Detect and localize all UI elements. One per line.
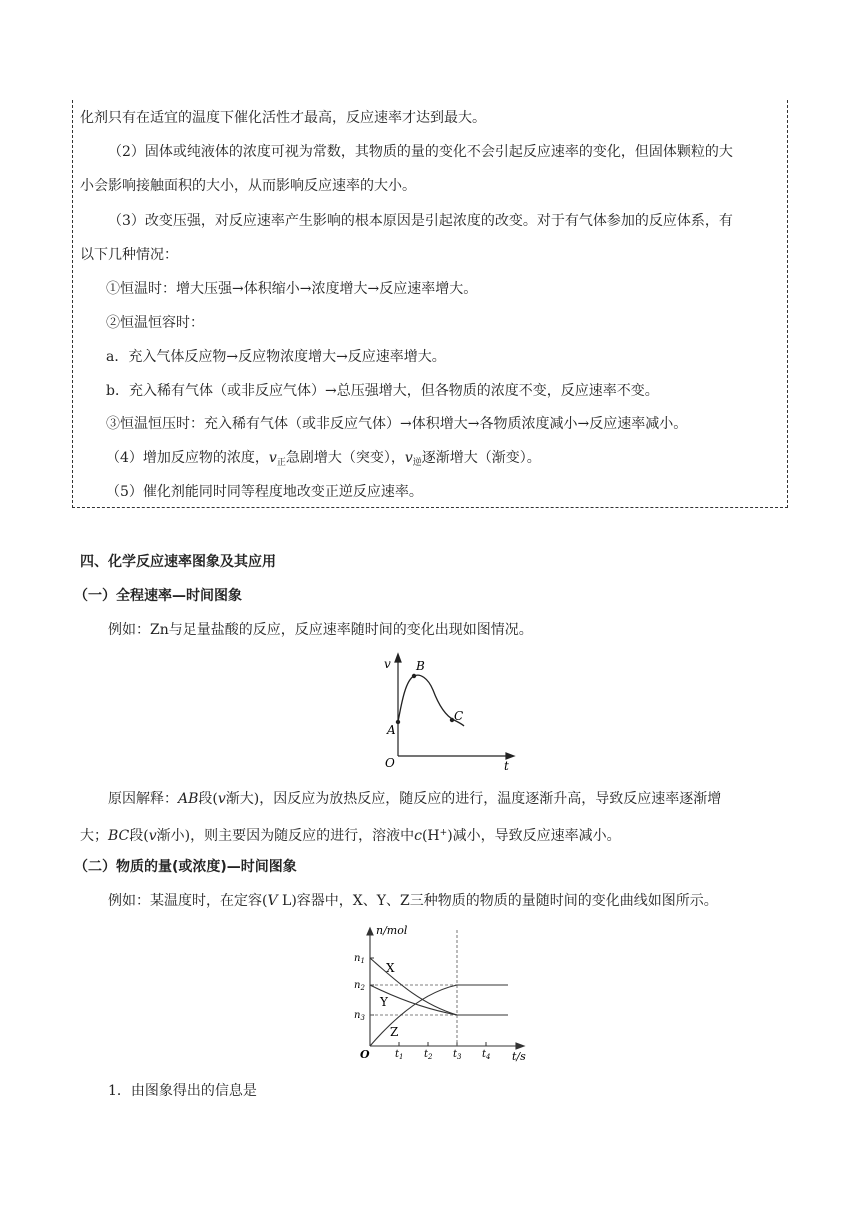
box-line-9: b．充入稀有气体（或非反应气体）→总压强增大，但各物质的浓度不变，反应速率不变。 [106, 383, 659, 399]
item-1-text: 1．由图象得出的信息是 [108, 1083, 257, 1099]
point-c-label: C [454, 709, 464, 723]
tick-t1: $t_1$ [395, 1049, 404, 1061]
tick-t3: $t_3$ [453, 1049, 462, 1061]
tick-t2: $t_2$ [424, 1049, 433, 1061]
point-b-label: B [416, 659, 425, 673]
box-line-12: （5）催化剂能同时同等程度地改变正逆反应速率。 [106, 484, 423, 500]
explain-line-1: 原因解释：AB段(v渐大)，因反应为放热反应，随反应的进行，温度逐渐升高，导致反应速率逐渐增 [108, 791, 722, 807]
n-mol-axis-label: n/mol [376, 924, 408, 937]
tick-n3: $n_3$ [354, 1010, 365, 1022]
subsection-title-1: （一）全程速率—时间图象 [74, 588, 242, 604]
point-a-label: A [387, 723, 396, 737]
t-s-axis-label: t/s [512, 1050, 526, 1063]
tick-t4: $t_4$ [482, 1049, 491, 1061]
guide-lines [370, 930, 457, 1046]
box-line-1: 化剂只有在适宜的温度下催化活性才最高，反应速率才达到最大。 [80, 110, 486, 126]
box-line-6: ①恒温时：增大压强→体积缩小→浓度增大→反应速率增大。 [106, 281, 478, 297]
tick-n2: $n_2$ [354, 980, 365, 992]
box-line-5: 以下几种情况： [80, 247, 178, 263]
box-line-3: 小会影响接触面积的大小，从而影响反应速率的大小。 [80, 178, 416, 194]
subsection-title-2: （二）物质的量(或浓度)—时间图象 [74, 859, 297, 875]
box-line-10: ③恒温恒压时：充入稀有气体（或非反应气体）→体积增大→各物质浓度减小→反应速率减小。 [106, 416, 688, 432]
box-line-2: （2）固体或纯液体的浓度可视为常数，其物质的量的变化不会引起反应速率的变化，但固体颗粒的大 [108, 144, 733, 160]
section-title: 四、化学反应速率图象及其应用 [80, 554, 276, 570]
point-b-marker [412, 674, 416, 678]
box-line-7: ②恒温恒容时： [106, 315, 204, 331]
graph-axes [395, 654, 514, 759]
tick-n1: $n_1$ [354, 953, 365, 965]
v-axis-label: v [384, 657, 391, 671]
box-line-8: a．充入气体反应物→反应物浓度增大→反应速率增大。 [106, 349, 446, 365]
origin-label: O [385, 756, 395, 770]
series-y-label: Y [380, 995, 388, 1009]
explain-line-2: 大；BC段(v渐小)，则主要因为随反应的进行，溶液中c(H+)减小，导致反应速率减小。 [80, 828, 621, 844]
rate-time-graph [376, 650, 516, 774]
box-line-11: （4）增加反应物的浓度，$v_正$急剧增大（突变），$v_逆$逐渐增大（渐变）。 [106, 450, 541, 468]
series-x-label: X [386, 961, 395, 975]
point-a-marker [396, 720, 400, 724]
box-line-4: （3）改变压强，对反应速率产生影响的根本原因是引起浓度的改变。对于有气体参加的反应体系，有 [108, 213, 733, 229]
t-axis-label: t [504, 759, 509, 773]
amount-time-graph [350, 922, 532, 1064]
origin-label: O [360, 1048, 370, 1061]
example-2-text: 例如：某温度时，在定容(V L)容器中，X、Y、Z三种物质的物质的量随时间的变化曲线如图所示。 [108, 893, 718, 909]
series-z-label: Z [390, 1025, 399, 1039]
example-1-text: 例如：Zn与足量盐酸的反应，反应速率随时间的变化出现如图情况。 [108, 622, 533, 638]
